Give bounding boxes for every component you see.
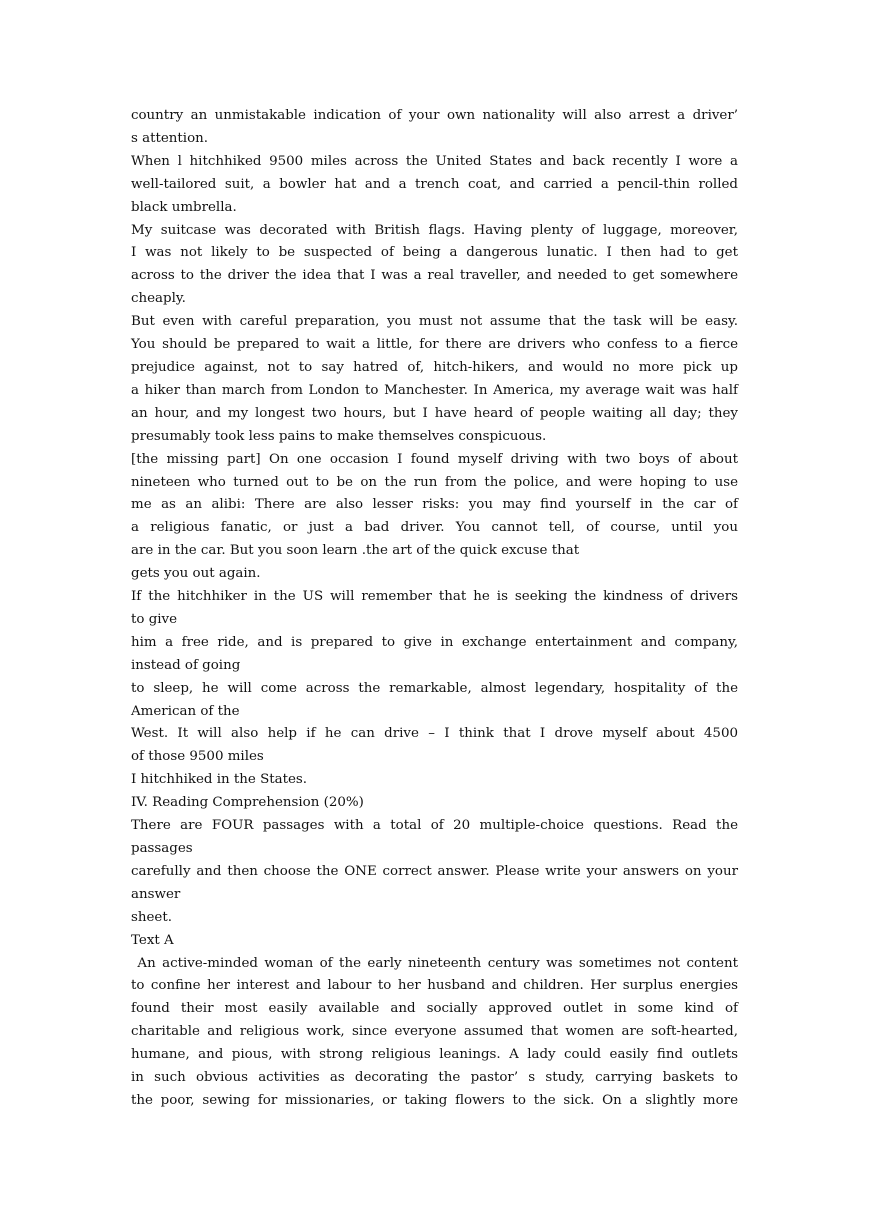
text-a-heading [131,930,738,953]
text-line: him a free ride, and is prepared to give in exchange entertainment and company, [131,634,738,650]
text-line: are in the car. But you soon learn .the art of the quick excuse that [131,543,580,559]
text-line: gets you out again. [131,566,261,582]
text-line: But even with careful preparation, you must not assume that the task will be easy. [131,314,738,330]
text-line: prejudice against, not to say hatred of, hitch-hikers, and would no more pick up [131,359,738,375]
text-line: s attention. [131,130,209,146]
text-line: passages [131,841,193,856]
section-heading-reading-comprehension [131,792,738,815]
text-line: in such obvious activities as decorating the pastor’ s study, carrying baskets to [131,1070,738,1086]
text-line: humane, and pious, with strong religious leanings. A lady could easily find outlets [131,1047,738,1063]
text-line: American of the [131,703,240,719]
text-line: An active-minded woman of the early nineteenth century was sometimes not content [131,955,738,971]
text-line: to confine her interest and labour to her husband and children. Her surplus energies [131,978,738,994]
text-line: country an unmistakable indication of your own nationality will also arrest a driver’ [131,108,738,123]
text-line: to give [131,611,178,627]
text-line: If the hitchhiker in the US will remember that he is seeking the kindness of drivers [131,589,738,605]
text-line: My suitcase was decorated with British flags. Having plenty of luggage, moreover, [131,222,738,238]
text-line: well-tailored suit, a bowler hat and a trench coat, and carried a pencil-thin rolled [131,176,738,192]
text-line: found their most easily available and socially approved outlet in some kind of [131,1001,738,1017]
text-line: the poor, sewing for missionaries, or taking flowers to the sick. On a slightly more [131,1092,738,1108]
paragraph-preparation [131,311,738,448]
text-line: presumably took less pains to make themselves conspicuous. [131,428,547,444]
paragraph-text-a [131,953,738,1113]
text-line: You should be prepared to wait a little, for there are drivers who confess to a fierce [131,337,738,353]
text-line: of those 9500 miles [131,749,264,765]
text-line: a hiker than march from London to Manchester. In America, my average wait was half [131,382,738,398]
paragraph-instructions [131,815,738,930]
text-line: I was not likely to be suspected of being a dangerous lunatic. I then had to get [131,245,738,261]
section-heading: IV. Reading Comprehension (20%) [131,795,364,811]
text-line: charitable and religious work, since everyone assumed that women are soft-hearted, [131,1024,738,1040]
text-line: a religious fanatic, or just a bad driver. You cannot tell, of course, until you [131,520,738,536]
text-line: black umbrella. [131,199,237,215]
text-line: [the missing part] On one occasion I found myself driving with two boys of about [131,451,738,467]
text-line: instead of going [131,657,241,673]
text-line: across to the driver the idea that I was a real traveller, and needed to get somewhere [131,268,738,284]
text-line: cheaply. [131,291,186,307]
text-line: nineteen who turned out to be on the run from the police, and were hoping to use [131,474,738,490]
paragraph-missing-part [131,449,738,586]
text-line: me as an alibi: There are also lesser risks: you may find yourself in the car of [131,497,738,513]
text-line: carefully and then choose the ONE correct answer. Please write your answers on your [131,863,738,879]
text-heading: Text A [131,932,174,948]
paragraph-hitchhiked-us [131,151,738,220]
text-line: an hour, and my longest two hours, but I have heard of people waiting all day; they [131,405,738,421]
text-line: answer [131,886,181,902]
text-line: West. It will also help if he can drive – I think that I drove myself about 4500 [131,726,738,742]
document-page [131,105,738,1113]
text-line: to sleep, he will come across the remarkable, almost legendary, hospitality of the [131,680,738,696]
text-line: There are FOUR passages with a total of 20 multiple-choice questions. Read the [131,818,738,834]
text-line: When l hitchhiked 9500 miles across the United States and back recently I wore a [131,153,738,169]
text-line: sheet. [131,909,172,925]
text-line: I hitchhiked in the States. [131,772,308,788]
paragraph-nationality [131,105,738,151]
paragraph-suitcase [131,220,738,312]
paragraph-hospitality [131,586,738,792]
